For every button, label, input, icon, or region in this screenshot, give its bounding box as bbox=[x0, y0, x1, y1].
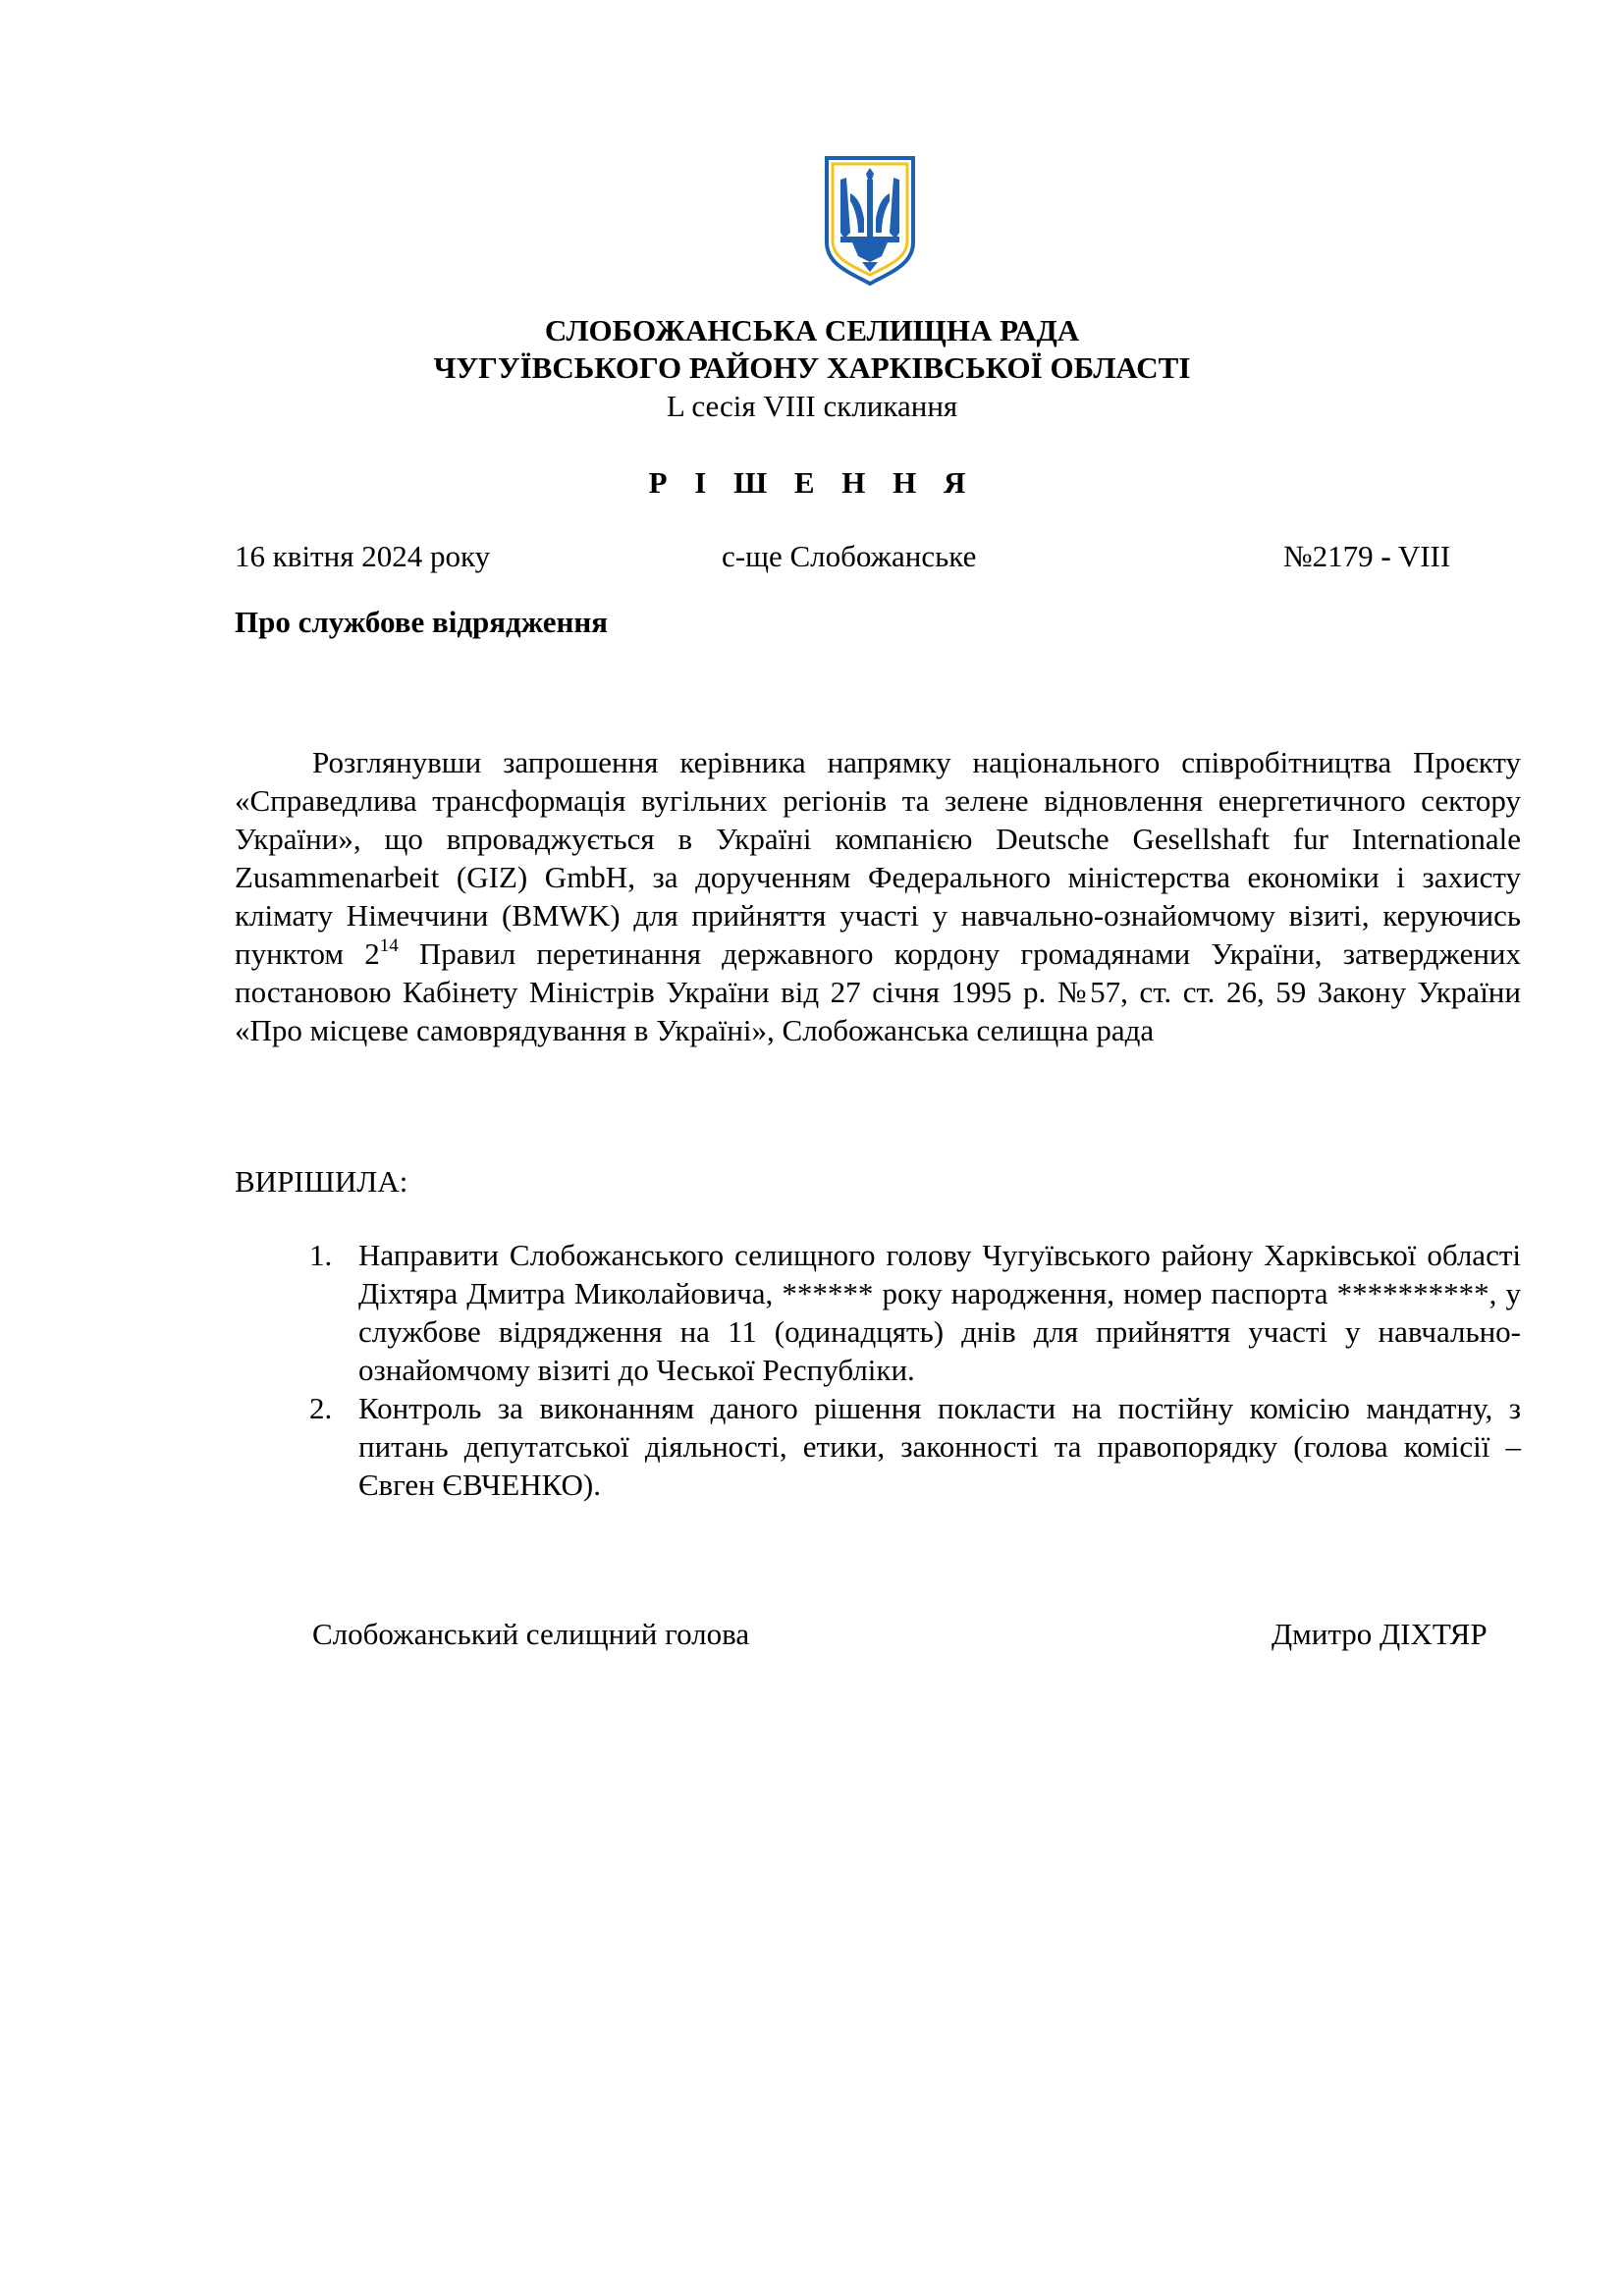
list-item-number: 1. bbox=[309, 1238, 333, 1272]
list-item bbox=[235, 1236, 1521, 1389]
decision-date: 16 квітня 2024 року bbox=[235, 539, 491, 573]
list-item-text: Направити Слобожанського селищного голову Чугуївського району Харківської області Діхтяра Дмитра Миколайовича, ****** року народження, номер паспорта **********, у службове відрядження на 11 (одинадцять) днів для прийняття участі у навчально-ознайомчому візиті до Чеської Республіки. bbox=[358, 1238, 1521, 1387]
signature-role: Слобожанський селищний голова bbox=[312, 1617, 750, 1651]
decision-place: с-ще Слобожанське bbox=[722, 539, 977, 573]
session-info: L сесія VIII скликання bbox=[666, 389, 958, 423]
decision-number bbox=[1283, 538, 1450, 575]
council-name: СЛОБОЖАНСЬКА СЕЛИЩНА РАДА bbox=[544, 313, 1080, 347]
preamble-text-2: Правил перетинання державного кордону громадянами України, затверджених постановою Кабінету Міністрів України від 27 січня 1995 р. №57, ст. ст. 26, 59 Закону України «Про місцеве самоврядування в Україні», Слобожанська селищна рада bbox=[235, 936, 1522, 1047]
preamble-paragraph bbox=[235, 743, 1521, 1049]
preamble-superscript: 14 bbox=[379, 935, 399, 956]
preamble-text-1: Розглянувши запрошення керівника напрямку національного співробітництва Проєкту «Справедлива трансформація вугільних регіонів та зелене відновлення енергетичного сектору України», що впроваджується в Україні компанією Deutsche Gesellshaft fur Internationale Zusammenarbeit (GIZ) GmbH, за дорученням Федерального міністерства економіки і захисту клімату Німеччини (BMWK) для прийняття участі у навчально-ознайомчому візиті, керуючись пунктом 2 bbox=[235, 745, 1521, 971]
decision-subject: Про службове відрядження bbox=[235, 605, 609, 639]
decision-items bbox=[235, 1236, 1521, 1504]
decision-number-main: №2179 bbox=[1283, 539, 1381, 573]
district-name: ЧУГУЇВСЬКОГО РАЙОНУ ХАРКІВСЬКОЇ ОБЛАСТІ bbox=[433, 350, 1191, 385]
decision-number-suffix: VIII bbox=[1390, 539, 1451, 573]
list-item-number: 2. bbox=[309, 1391, 333, 1425]
decided-heading: ВИРІШИЛА: bbox=[235, 1164, 408, 1199]
document-type: Р І Ш Е Н Н Я bbox=[648, 465, 976, 500]
coat-of-arms-trident-icon bbox=[823, 154, 917, 288]
signature-name: Дмитро ДІХТЯР bbox=[1272, 1617, 1488, 1651]
decision-number-dash: - bbox=[1380, 539, 1391, 573]
list-item-text: Контроль за виконанням даного рішення покласти на постійну комісію мандатну, з питань депутатської діяльності, етики, законності та правопорядку (голова комісії – Євген ЄВЧЕНКО). bbox=[358, 1391, 1521, 1502]
list-item bbox=[235, 1389, 1521, 1504]
